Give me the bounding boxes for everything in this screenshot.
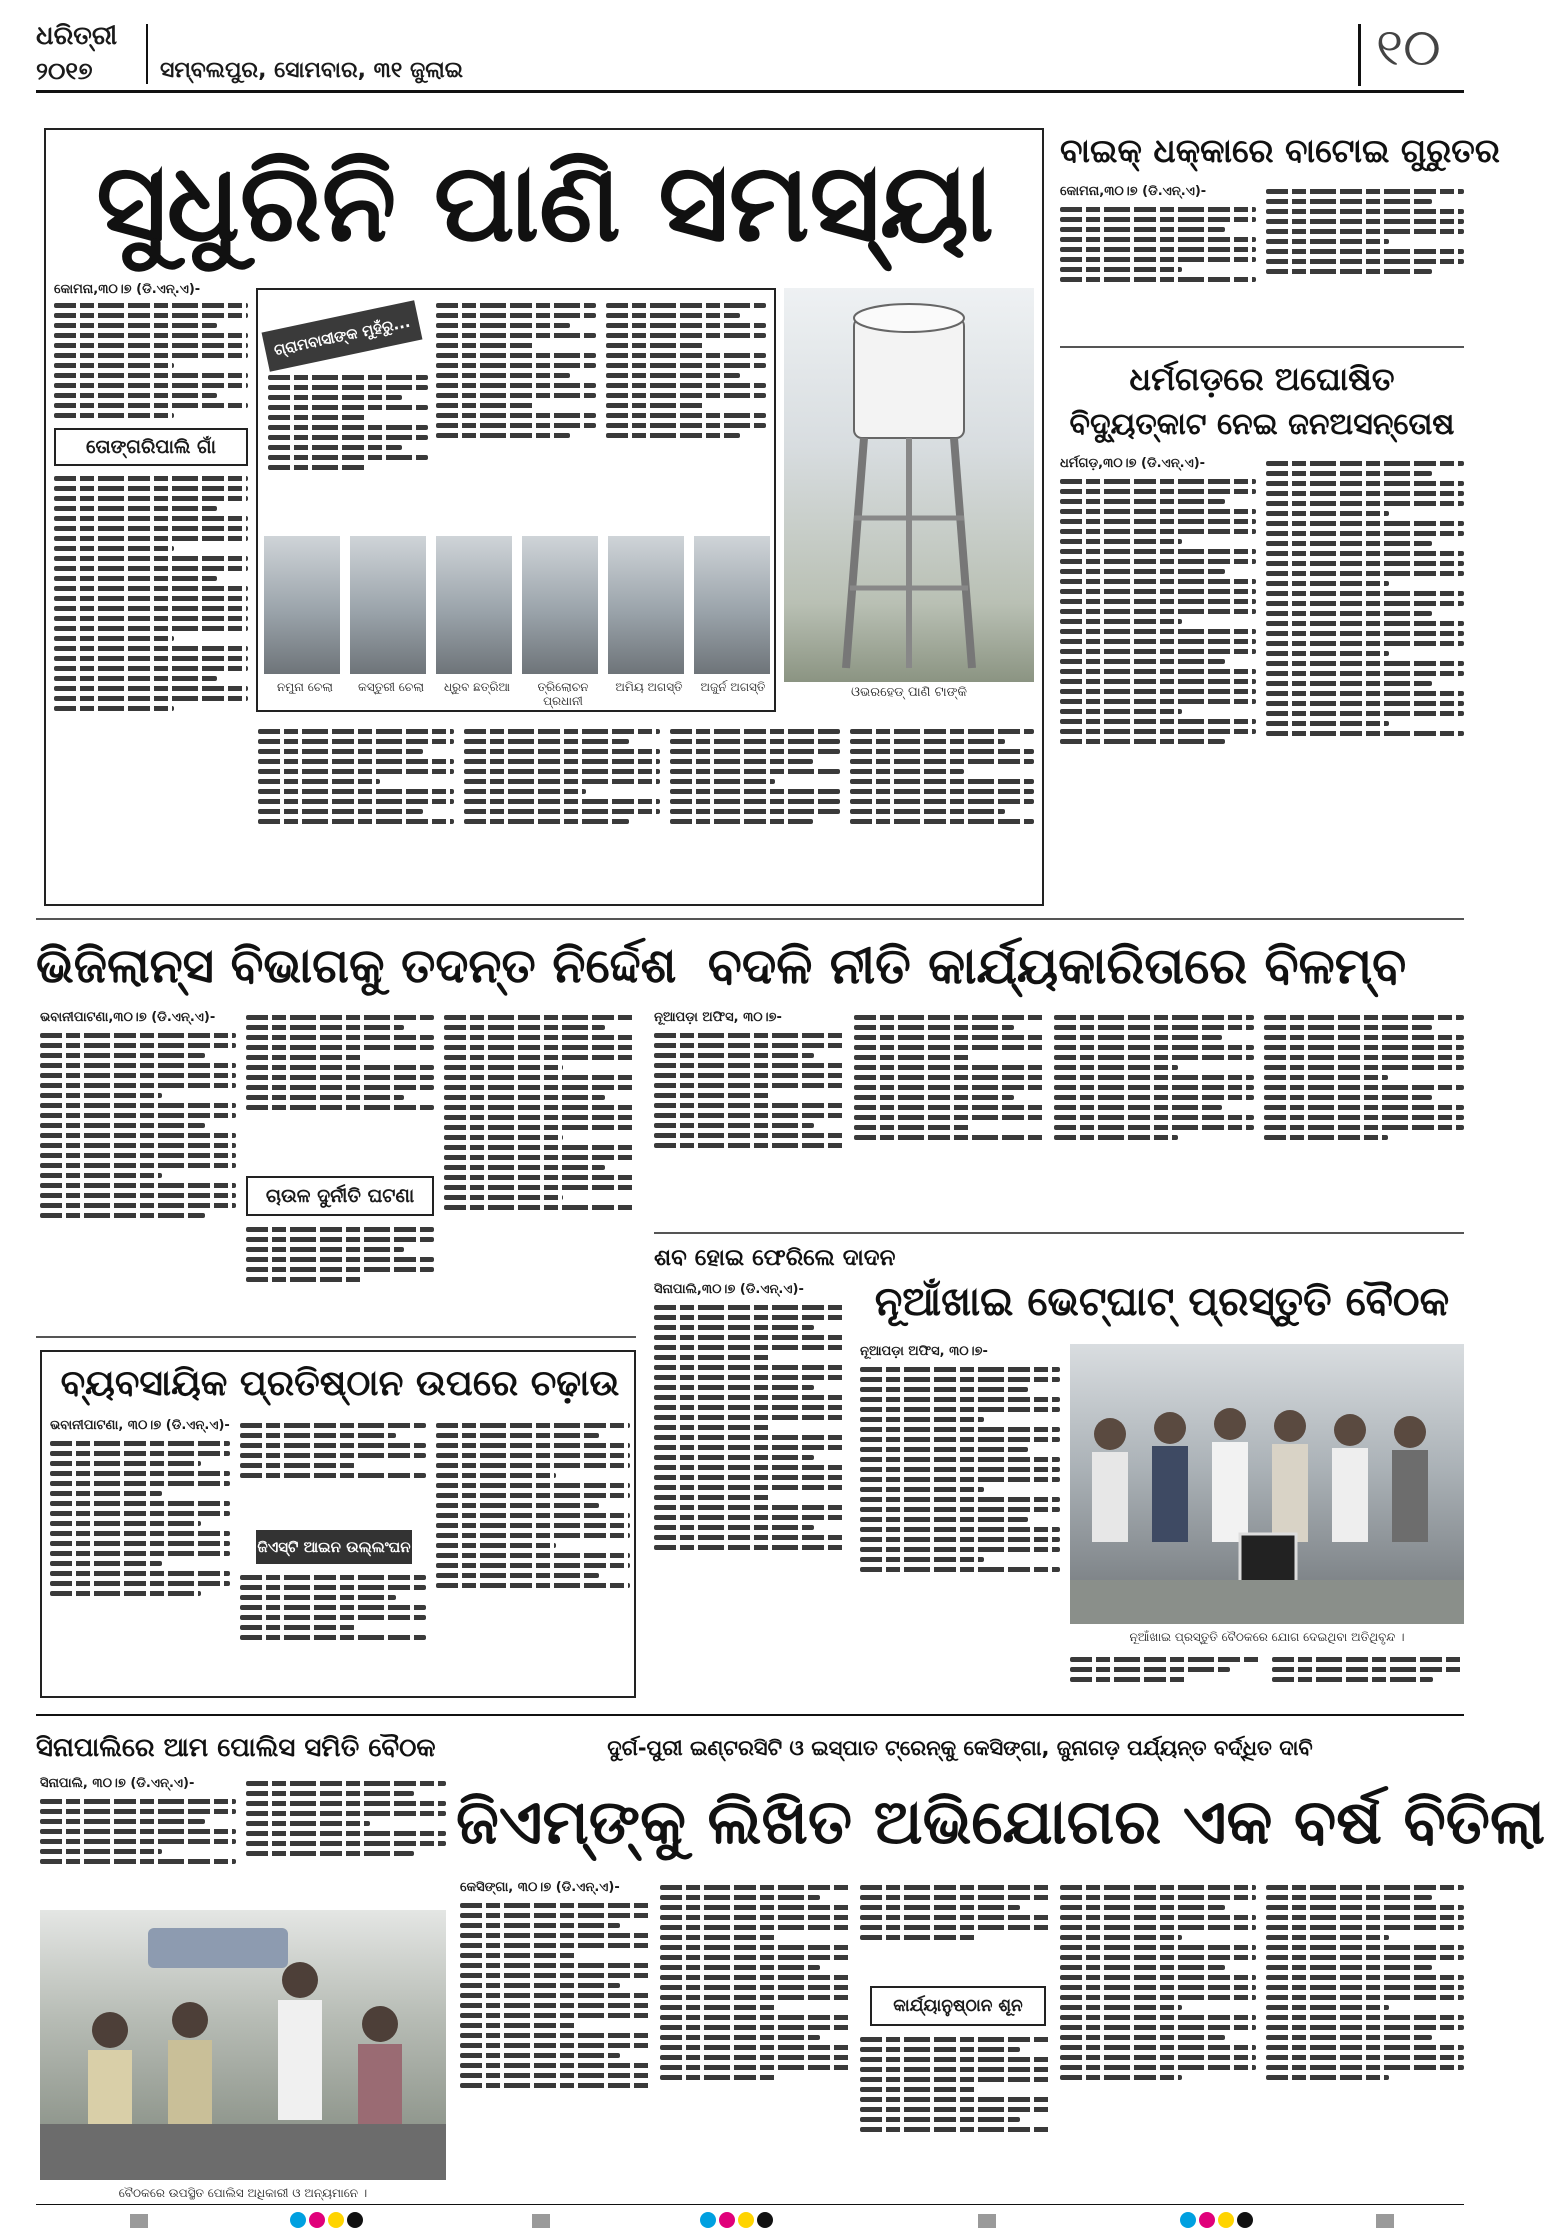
- rail-body-2: [660, 1880, 850, 2196]
- black-dot: [347, 2212, 363, 2228]
- rail-body-1: [460, 1898, 650, 2196]
- rail-body-5: [1060, 1880, 1256, 2196]
- business-story: [40, 1350, 636, 1698]
- nuakhai-body-3: [1272, 1652, 1464, 1698]
- gray-block: [1376, 2214, 1394, 2228]
- nuakhai-body-2: [1070, 1652, 1260, 1698]
- business-body-1: [50, 1436, 230, 1690]
- gray-block: [978, 2214, 996, 2228]
- cyan-dot: [1180, 2212, 1196, 2228]
- nuakhai-headline: ନୂଆଁଖାଇ ଭେଟ୍‌ଘାଟ୍ ପ୍ରସ୍ତୁତି ବୈଠକ: [874, 1279, 1450, 1325]
- dharamgarh-body-2: [1266, 456, 1464, 906]
- magenta-dot: [309, 2212, 325, 2228]
- water-body-2: [54, 476, 248, 711]
- policy-body-1: [654, 1028, 844, 1224]
- water-body-5: [670, 724, 840, 894]
- vigilance-badge: ଚାଉଳ ଦୁର୍ନୀତି ଘଟଣା: [246, 1176, 434, 1216]
- cyan-dot: [700, 2212, 716, 2228]
- dharamgarh-body-1: [1060, 474, 1256, 906]
- cyan-dot: [290, 2212, 306, 2228]
- water-tank-icon: [784, 288, 1034, 682]
- villager-name: ନମୁନା ଚେଲା: [277, 680, 333, 694]
- villager-photo: [522, 536, 598, 674]
- divider: [1060, 346, 1464, 348]
- vigilance-dateline: ଭବାନୀପାଟଣା,୩୦।୭ (ଡି.ଏନ୍.ଏ)-: [40, 1010, 216, 1025]
- nuakhai-dateline: ନୂଆପଡ଼ା ଅଫିସ, ୩୦।୭-: [860, 1344, 988, 1359]
- villagers-badge: ଗ୍ରାମବାସୀଙ୍କ ମୁହଁରୁ...: [262, 300, 423, 372]
- villager-portraits: [264, 536, 770, 708]
- dead-body-body-1: [654, 1300, 844, 1698]
- villagers-quotes-1: [268, 370, 428, 530]
- vigilance-body-2: [246, 1010, 434, 1170]
- edition-year: ୨୦୧୭: [36, 56, 93, 85]
- vigilance-body-3: [246, 1222, 434, 1328]
- nuakhai-photo: [1070, 1344, 1464, 1624]
- vigilance-body-4: [444, 1010, 636, 1328]
- newspaper-logo: ଧରିତ୍ରୀ: [36, 21, 118, 51]
- dead-body-dateline: ସିନାପାଲି,୩୦।୭ (ଡି.ଏନ୍.ଏ)-: [654, 1282, 804, 1297]
- bike-body-2: [1266, 184, 1464, 336]
- villager-name: ଅମିୟ ଅଗସ୍ତି: [615, 680, 683, 694]
- rail-headline: ଜିଏମ୍‌ଙ୍କୁ ଲିଖିତ ଅଭିଯୋଗର ଏକ ବର୍ଷ ବିତିଲା: [456, 1785, 1545, 1858]
- water-story: [44, 128, 1044, 906]
- villager-name: କସ୍ତୁରୀ ଚେଲା: [358, 680, 424, 694]
- water-body-6: [850, 724, 1034, 894]
- masthead-rule: [36, 90, 1464, 93]
- business-badge: ଜିଏସ୍‌ଟି ଆଇନ ଉଲ୍ଲଂଘନ: [256, 1530, 412, 1564]
- divider: [36, 1336, 636, 1338]
- color-registration-mark: [700, 2212, 776, 2232]
- policy-dateline: ନୂଆପଡ଼ା ଅଫିସ, ୩୦।୭-: [654, 1010, 782, 1025]
- rail-body-4: [860, 2032, 1050, 2196]
- business-headline: ବ୍ୟବସାୟିକ ପ୍ରତିଷ୍ଠାନ ଉପରେ ଚଢ଼ାଉ: [60, 1363, 620, 1404]
- police-photo: [40, 1910, 446, 2180]
- rail-body-6: [1266, 1880, 1464, 2196]
- villager-photo: [264, 536, 340, 674]
- divider: [36, 1714, 1464, 1716]
- water-headline: ସୁଧୁରିନି ପାଣି ସମସ୍ୟା: [96, 141, 994, 266]
- masthead-divider-right: [1358, 24, 1361, 86]
- rail-kicker: ଦୁର୍ଗ-ପୁରୀ ଇଣ୍ଟରସିଟି ଓ ଇସ୍ପାତ ଟ୍ରେନ୍‌କୁ କେସିଙ୍ଗା, ଜୁନାଗଡ଼ ପର୍ଯ୍ୟନ୍ତ ବର୍ଦ୍ଧିତ ଦାବି: [607, 1736, 1313, 1760]
- dharamgarh-headline-2: ବିଦ୍ୟୁତ୍‌କାଟ ନେଇ ଜନଅସନ୍ତୋଷ: [1069, 407, 1455, 442]
- page-number: ୧୦: [1376, 18, 1441, 78]
- water-dateline: କୋମନା,୩୦।୭ (ଡି.ଏନ୍.ଏ)-: [54, 282, 201, 297]
- bike-headline: ବାଇକ୍ ଧକ୍କାରେ ବାଟୋଇ ଗୁରୁତର: [1060, 131, 1500, 170]
- villager-photo: [436, 536, 512, 674]
- villager-name: ଧ୍ରୁବ ଛତ୍ରିଆ: [443, 680, 511, 694]
- divider: [36, 918, 1464, 920]
- vigilance-headline: ଭିଜିଲାନ୍ସ ବିଭାଗକୁ ତଦନ୍ତ ନିର୍ଦ୍ଦେଶ: [36, 938, 677, 994]
- bike-body-1: [1060, 202, 1256, 336]
- water-body-1: [54, 303, 248, 418]
- police-photo-caption: ବୈଠକରେ ଉପସ୍ଥିତ ପୋଲିସ ଅଧିକାରୀ ଓ ଅନ୍ୟମାନେ ।: [118, 2186, 368, 2200]
- yellow-dot: [328, 2212, 344, 2228]
- gray-block: [130, 2214, 148, 2228]
- policy-body-4: [1264, 1010, 1464, 1224]
- water-left-column: [54, 282, 248, 892]
- villager-photo: [608, 536, 684, 674]
- dharamgarh-dateline: ଧର୍ମଗଡ଼,୩୦।୭ (ଡି.ଏନ୍.ଏ)-: [1060, 456, 1206, 471]
- magenta-dot: [1199, 2212, 1215, 2228]
- police-dateline: ସିନାପାଲି, ୩୦।୭ (ଡି.ଏନ୍.ଏ)-: [40, 1776, 195, 1791]
- villager-name: ଅଜୁର୍ନ ଅଗସ୍ତି: [700, 680, 766, 694]
- villager-photo: [694, 536, 770, 674]
- black-dot: [1237, 2212, 1253, 2228]
- water-tank-photo: [784, 288, 1034, 682]
- nuakhai-photo-caption: ନୂଆଁଖାଇ ପ୍ରସ୍ତୁତି ବୈଠକରେ ଯୋଗ ଦେଇଥିବା ଅତିଥିବୃନ୍ଦ ।: [1129, 1630, 1405, 1644]
- registration-strip: [0, 2212, 1500, 2234]
- business-dateline: ଭବାନୀପାଟଣା, ୩୦।୭ (ଡି.ଏନ୍.ଏ)-: [50, 1418, 230, 1433]
- water-body-3: [258, 724, 454, 894]
- villagers-quotes-3: [606, 298, 766, 530]
- gray-block: [532, 2214, 550, 2228]
- bike-dateline: କୋମନା,୩୦।୭ (ଡି.ଏନ୍.ଏ)-: [1060, 184, 1207, 199]
- meeting-photo-icon: [1070, 1344, 1464, 1624]
- rail-dateline: କେସିଙ୍ଗା, ୩୦।୭ (ଡି.ଏନ୍.ଏ)-: [460, 1880, 620, 1895]
- villagers-quotes-2: [436, 298, 596, 530]
- policy-headline: ବଦଳି ନୀତି କାର୍ଯ୍ୟକାରିତାରେ ବିଳମ୍ବ: [707, 937, 1407, 995]
- dead-body-headline: ଶବ ହୋଇ ଫେରିଲେ ଦାଦନ: [654, 1245, 896, 1271]
- color-registration-mark: [1180, 2212, 1256, 2232]
- vigilance-body-1: [40, 1028, 236, 1328]
- color-registration-mark: [290, 2212, 366, 2232]
- police-headline: ସିନାପାଲିରେ ଆମ ପୋଲିସ ସମିତି ବୈଠକ: [36, 1733, 436, 1763]
- villager-name: ତ୍ରିଲୋଚନ ପ୍ରଧାନୀ: [537, 680, 589, 708]
- business-body-2: [240, 1418, 426, 1524]
- business-body-3: [240, 1570, 426, 1690]
- footer-rule: [36, 2204, 1464, 2205]
- villager-photo: [350, 536, 426, 674]
- masthead-divider-left: [146, 24, 148, 84]
- villagers-box: [256, 288, 776, 712]
- date-line: ସମ୍ବଲପୁର, ସୋମବାର, ୩୧ ଜୁଲାଇ: [160, 58, 464, 83]
- rail-body-3: [860, 1880, 1050, 1980]
- water-body-4: [464, 724, 660, 894]
- magenta-dot: [719, 2212, 735, 2228]
- police-body-1: [40, 1794, 236, 1904]
- divider: [654, 1232, 1464, 1234]
- water-tank-caption: ଓଭରହେଡ୍ ପାଣି ଟାଙ୍କି: [851, 685, 967, 700]
- black-dot: [757, 2212, 773, 2228]
- policy-body-2: [854, 1010, 1044, 1224]
- police-body-2: [246, 1776, 446, 1904]
- masthead: [36, 18, 1464, 90]
- nuakhai-body-1: [860, 1362, 1060, 1698]
- police-meeting-icon: [40, 1910, 446, 2180]
- rail-badge: କାର୍ଯ୍ୟାନୁଷ୍ଠାନ ଶୂନ: [870, 1986, 1046, 2026]
- policy-body-3: [1054, 1010, 1254, 1224]
- business-body-4: [436, 1418, 630, 1690]
- water-subhead: ତୋଙ୍ଗରିପାଲି ଗାଁ: [54, 428, 248, 466]
- yellow-dot: [738, 2212, 754, 2228]
- yellow-dot: [1218, 2212, 1234, 2228]
- dharamgarh-headline-1: ଧର୍ମଗଡ଼ରେ ଅଘୋଷିତ: [1129, 360, 1395, 398]
